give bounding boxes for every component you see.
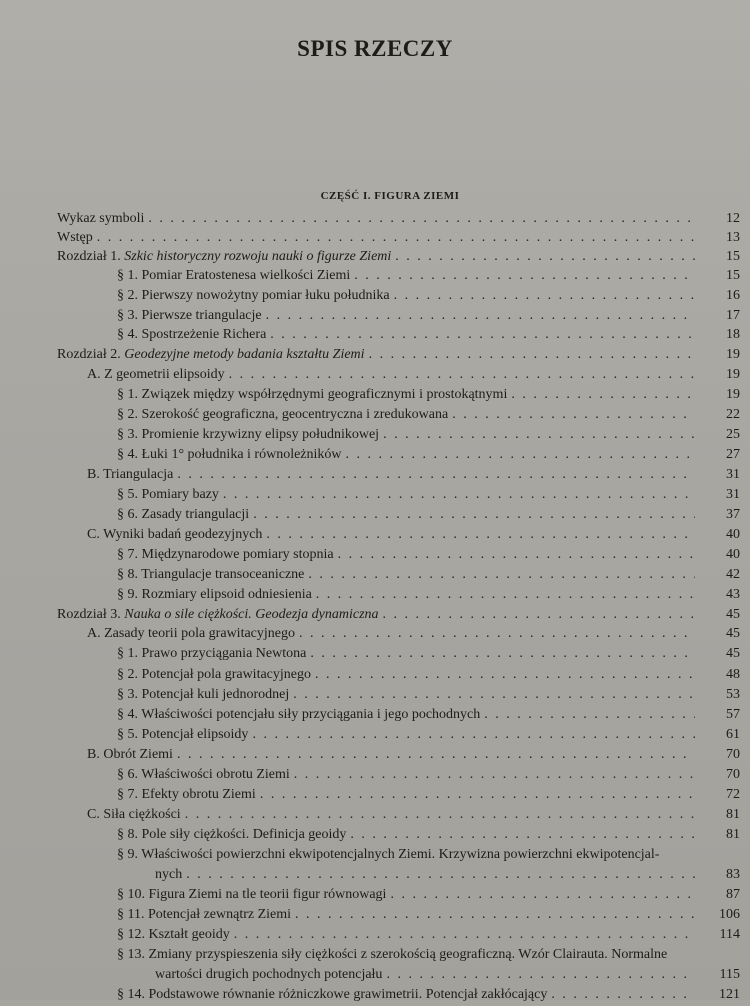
toc-page-number: 12 [726,211,740,226]
toc-entry-continuation [0,964,750,986]
toc-entry [0,404,750,426]
toc-entry-label: wartości drugich pochodnych potencjału [155,967,383,982]
toc-page-number: 87 [726,887,740,902]
toc-entry-label: Wstęp [57,230,93,245]
toc-page-number: 115 [719,967,740,982]
toc-page-number: 17 [726,308,740,323]
toc-entry [0,384,750,406]
toc-entry-label: § 13. Zmiany przyspieszenia siły ciężkości z szerokością geograficzną. Wzór Clairauta. Normalne [117,947,668,962]
toc-entry-label: § 9. Rozmiary elipsoid odniesienia [117,587,312,602]
dot-leader [350,824,695,846]
toc-entry-label: § 5. Pomiary bazy [117,487,219,502]
toc-entry [0,504,750,526]
toc-page-number: 45 [726,646,740,661]
toc-entry [0,884,750,906]
toc-entry-label: § 1. Prawo przyciągania Newtona [117,646,307,661]
dot-leader [293,684,695,706]
toc-entry-label: § 5. Potencjał elipsoidy [117,727,249,742]
toc-entry [0,684,750,706]
toc-entry-label: C. Siła ciężkości [87,807,181,822]
toc-entry-label: B. Triangulacja [87,467,174,482]
toc-entry-label: Rozdział 3. Nauka o sile ciężkości. Geodezja dynamiczna [57,607,379,622]
dot-leader [299,623,695,645]
toc-entry [0,444,750,466]
toc-entry-label: § 3. Pierwsze triangulacje [117,308,262,323]
toc-page-number: 27 [726,447,740,462]
toc-entry [0,744,750,766]
toc-entry-label: § 2. Potencjał pola grawitacyjnego [117,667,311,682]
part-heading: CZĘŚĆ I. FIGURA ZIEMI [320,190,460,202]
toc-entry-label: § 10. Figura Ziemi na tle teorii figur równowagi [117,887,387,902]
toc-page-number: 114 [719,927,740,942]
toc-page-number: 22 [726,407,740,422]
toc-entry-label: § 2. Szerokość geograficzna, geocentryczna i zredukowana [117,407,449,422]
toc-entry-label: Wykaz symboli [57,211,145,226]
toc-page-number: 15 [726,268,740,283]
toc-page-number: 43 [726,587,740,602]
dot-leader [390,884,695,906]
toc-entry-label: § 7. Międzynarodowe pomiary stopnia [117,547,334,562]
toc-entry-label: § 8. Pole siły ciężkości. Definicja geoidy [117,827,347,842]
dot-leader [484,704,695,726]
dot-leader [229,364,695,386]
toc-entry-label: § 2. Pierwszy nowożytny pomiar łuku południka [117,288,390,303]
toc-page-number: 81 [726,827,740,842]
toc-entry-label: § 9. Właściwości powierzchni ekwipotencjalnych Ziemi. Krzywizna powierzchni ekwipotencjal- [117,847,660,862]
dot-leader [185,804,695,826]
toc-entry [0,424,750,446]
toc-entry-label: A. Z geometrii elipsoidy [87,367,225,382]
toc-entry [0,664,750,686]
toc-entry [0,623,750,645]
toc-entry [0,764,750,786]
toc-page-number: 31 [726,467,740,482]
dot-leader [308,564,695,586]
toc-entry-label: § 12. Kształt geoidy [117,927,230,942]
toc-page-number: 57 [726,707,740,722]
toc-entry-label: § 7. Efekty obrotu Ziemi [117,787,256,802]
dot-leader [383,424,695,446]
toc-page-number: 18 [726,327,740,342]
dot-leader [294,764,695,786]
toc-page-number: 19 [726,367,740,382]
dot-leader [551,984,695,1006]
toc-entry [0,984,750,1006]
dot-leader [253,504,695,526]
toc-entry [0,824,750,846]
toc-page-number: 37 [726,507,740,522]
toc-entry [0,844,750,866]
toc-entry [0,464,750,486]
toc-entry-label: § 6. Właściwości obrotu Ziemi [117,767,290,782]
dot-leader [260,784,695,806]
toc-entry-label: B. Obrót Ziemi [87,747,173,762]
toc-entry [0,364,750,386]
toc-entry-label: C. Wyniki badań geodezyjnych [87,527,263,542]
page-title: SPIS RZECZY [297,36,453,61]
toc-entry [0,904,750,926]
toc-entry [0,285,750,307]
dot-leader [452,404,695,426]
dot-leader [386,964,695,986]
dot-leader [346,444,695,466]
dot-leader [316,584,695,606]
toc-entry-label: § 11. Potencjał zewnątrz Ziemi [117,907,292,922]
dot-leader [315,664,695,686]
dot-leader [223,484,695,506]
toc-page-number: 70 [726,747,740,762]
toc-entry [0,724,750,746]
dot-leader [266,524,695,546]
toc-entry [0,484,750,506]
toc-entry-label: § 6. Zasady triangulacji [117,507,250,522]
toc-page-number: 15 [726,249,740,264]
dot-leader [252,724,695,746]
toc-page-number: 31 [726,487,740,502]
toc-entry-label: nych [155,867,183,882]
dot-leader [369,344,695,366]
toc-entry-label: § 14. Podstawowe równanie różniczkowe grawimetrii. Potencjał zakłócający [117,987,548,1002]
toc-entry-label: § 8. Triangulacje transoceaniczne [117,567,305,582]
dot-leader [177,464,695,486]
toc-entry [0,564,750,586]
toc-entry [0,324,750,346]
toc-entry-label: § 1. Pomiar Eratostenesa wielkości Ziemi [117,268,351,283]
toc-page-number: 42 [726,567,740,582]
dot-leader [270,324,695,346]
toc-entry [0,944,750,966]
toc-entry-label: Rozdział 1. Szkic historyczny rozwoju nauki o figurze Ziemi [57,249,392,264]
toc-entry [0,704,750,726]
toc-entry [0,643,750,665]
toc-entry-continuation [0,864,750,886]
toc-entry [0,804,750,826]
toc-entry-label: § 4. Spostrzeżenie Richera [117,327,267,342]
toc-entry-label: § 3. Promienie krzywizny elipsy południkowej [117,427,380,442]
toc-page-number: 40 [726,547,740,562]
toc-entry [0,544,750,566]
dot-leader [354,265,695,287]
toc-page-number: 45 [726,626,740,641]
toc-entry-label: Rozdział 2. Geodezyjne metody badania kształtu Ziemi [57,347,365,362]
toc-entry [0,344,750,366]
toc-page-number: 83 [726,867,740,882]
toc-entry-label: § 3. Potencjał kuli jednorodnej [117,687,290,702]
dot-leader [234,924,695,946]
dot-leader [394,285,695,307]
toc-entry-label: § 4. Łuki 1° południka i równoleżników [117,447,342,462]
toc-entry [0,784,750,806]
toc-page-number: 106 [719,907,740,922]
dot-leader [295,904,695,926]
toc-page-number: 25 [726,427,740,442]
toc-page-number: 40 [726,527,740,542]
toc-page-number: 61 [726,727,740,742]
toc-entry [0,924,750,946]
dot-leader [186,864,695,886]
toc-entry [0,265,750,287]
toc-page-number: 48 [726,667,740,682]
toc-entry-label: § 4. Właściwości potencjału siły przyciągania i jego pochodnych [117,707,481,722]
toc-page-number: 19 [726,347,740,362]
toc-page-number: 45 [726,607,740,622]
toc-page-number: 13 [726,230,740,245]
toc-entry [0,584,750,606]
toc-page-number: 72 [726,787,740,802]
dot-leader [511,384,695,406]
toc-entry [0,524,750,546]
dot-leader [338,544,695,566]
toc-page-number: 19 [726,387,740,402]
toc-page-number: 16 [726,288,740,303]
toc-page-number: 70 [726,767,740,782]
toc-page-number: 81 [726,807,740,822]
toc-page-number: 121 [719,987,740,1002]
toc-entry-label: § 1. Związek między współrzędnymi geograficznymi i prostokątnymi [117,387,508,402]
dot-leader [177,744,695,766]
toc-entry-label: A. Zasady teorii pola grawitacyjnego [87,626,295,641]
dot-leader [310,643,695,665]
toc-page-number: 53 [726,687,740,702]
